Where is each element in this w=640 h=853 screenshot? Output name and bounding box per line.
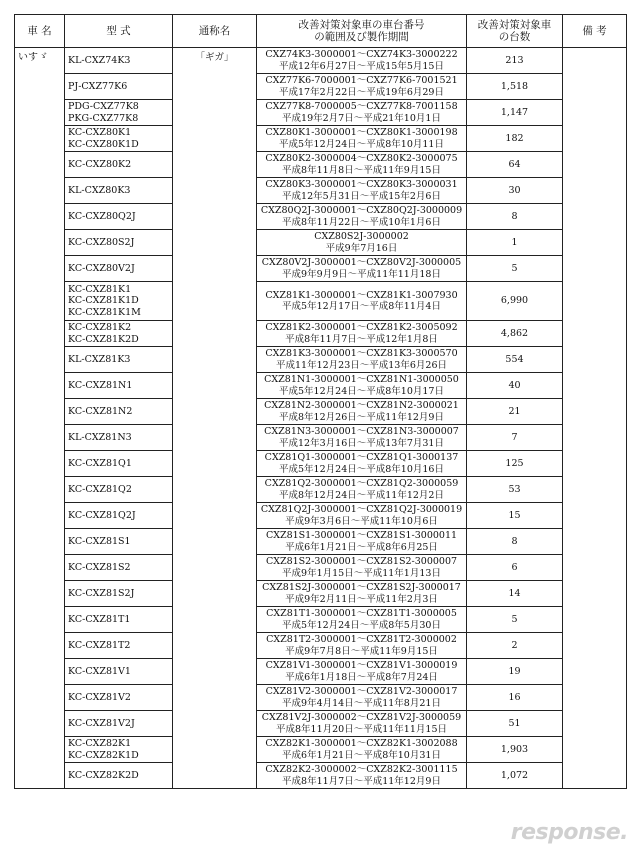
model-cell xyxy=(65,451,173,477)
table-row xyxy=(15,48,627,74)
model-cell xyxy=(65,282,173,321)
model-cell xyxy=(65,711,173,737)
production-period: 平成9年7月16日 xyxy=(325,242,398,254)
production-period: 平成6年1月18日～平成8年7月24日 xyxy=(285,671,438,683)
chassis-number-range: CXZ81T2-3000001～CXZ81T2-3000002 xyxy=(266,634,457,646)
vehicle-count: 5 xyxy=(467,607,563,633)
table-row xyxy=(15,321,627,347)
table-body xyxy=(15,48,627,789)
table-row xyxy=(15,347,627,373)
chassis-number-range: CXZ77K8-7000005～CXZ77K8-7001158 xyxy=(265,101,458,113)
chassis-number-range: CXZ81V1-3000001～CXZ81V1-3000019 xyxy=(265,660,458,672)
chassis-number-range: CXZ81N3-3000001～CXZ81N3-3000007 xyxy=(264,426,459,438)
model-cell xyxy=(65,321,173,347)
range-cell xyxy=(257,763,467,789)
model-cell xyxy=(65,152,173,178)
model-code: KC-CXZ80K1 xyxy=(68,127,132,139)
table-row xyxy=(15,152,627,178)
chassis-number-range: CXZ81S2-3000001～CXZ81S2-3000007 xyxy=(265,556,458,568)
table-row xyxy=(15,659,627,685)
range-cell xyxy=(257,737,467,763)
range-cell xyxy=(257,477,467,503)
range-cell xyxy=(257,659,467,685)
table-row xyxy=(15,451,627,477)
model-cell xyxy=(65,529,173,555)
range-cell xyxy=(257,282,467,321)
header-maker: 車 名 xyxy=(15,15,65,48)
vehicle-count: 16 xyxy=(467,685,563,711)
production-period: 平成9年2月11日～平成11年2月3日 xyxy=(285,593,438,605)
table-row xyxy=(15,581,627,607)
model-code: KC-CXZ81N2 xyxy=(68,405,133,417)
vehicle-count: 1,147 xyxy=(467,100,563,126)
range-cell xyxy=(257,451,467,477)
model-code: KC-CXZ81S2J xyxy=(68,587,135,599)
table-row xyxy=(15,178,627,204)
chassis-number-range: CXZ81K1-3000001～CXZ81K1-3007930 xyxy=(265,289,458,301)
recall-table xyxy=(14,14,627,789)
production-period: 平成8年12月26日～平成11年12月9日 xyxy=(279,411,444,423)
model-cell xyxy=(65,373,173,399)
chassis-number-range: CXZ82K2-3000002～CXZ82K2-3001115 xyxy=(265,764,458,776)
production-period: 平成8年11月8日～平成11年9月15日 xyxy=(282,164,441,176)
model-code: KC-CXZ81S1 xyxy=(68,535,131,547)
chassis-number-range: CXZ81V2J-3000002～CXZ81V2J-3000059 xyxy=(261,712,462,724)
model-code: KC-CXZ81K1D xyxy=(68,295,139,307)
model-cell xyxy=(65,74,173,100)
range-cell xyxy=(257,373,467,399)
table-row xyxy=(15,282,627,321)
vehicle-count: 1 xyxy=(467,230,563,256)
model-code: KC-CXZ81N1 xyxy=(68,379,133,391)
production-period: 平成12年3月16日～平成13年7月31日 xyxy=(279,437,444,449)
table-row xyxy=(15,230,627,256)
table-row xyxy=(15,74,627,100)
chassis-number-range: CXZ81K3-3000001～CXZ81K3-3000570 xyxy=(265,348,458,360)
model-cell xyxy=(65,399,173,425)
range-cell xyxy=(257,152,467,178)
range-cell xyxy=(257,399,467,425)
production-period: 平成8年11月22日～平成10年1月6日 xyxy=(282,216,441,228)
vehicle-count: 1,903 xyxy=(467,737,563,763)
model-code: KC-CXZ81V2J xyxy=(68,717,135,729)
chassis-number-range: CXZ81S2J-3000001～CXZ81S2J-3000017 xyxy=(262,582,461,594)
range-cell xyxy=(257,633,467,659)
model-code: PJ-CXZ77K6 xyxy=(68,80,128,92)
table-row xyxy=(15,204,627,230)
vehicle-count: 8 xyxy=(467,204,563,230)
model-cell xyxy=(65,763,173,789)
vehicle-count: 4,862 xyxy=(467,321,563,347)
vehicle-count: 8 xyxy=(467,529,563,555)
table-row xyxy=(15,529,627,555)
production-period: 平成8年11月7日～平成12年1月8日 xyxy=(285,333,438,345)
model-cell xyxy=(65,685,173,711)
production-period: 平成9年9月9日～平成11年11月18日 xyxy=(282,268,441,280)
chassis-number-range: CXZ81T1-3000001～CXZ81T1-3000005 xyxy=(266,608,457,620)
vehicle-count: 64 xyxy=(467,152,563,178)
model-cell xyxy=(65,607,173,633)
chassis-number-range: CXZ80V2J-3000001～CXZ80V2J-3000005 xyxy=(261,257,462,269)
vehicle-count: 30 xyxy=(467,178,563,204)
vehicle-count: 40 xyxy=(467,373,563,399)
nickname-cell: 「ギガ」 xyxy=(173,48,257,789)
model-code: KC-CXZ81V2 xyxy=(68,691,131,703)
chassis-number-range: CXZ81K2-3000001～CXZ81K2-3005092 xyxy=(265,322,458,334)
chassis-number-range: CXZ80K1-3000001～CXZ80K1-3000198 xyxy=(265,127,458,139)
production-period: 平成8年11月7日～平成11年12月9日 xyxy=(282,775,441,787)
chassis-number-range: CXZ81N2-3000001～CXZ81N2-3000021 xyxy=(264,400,459,412)
model-cell xyxy=(65,204,173,230)
model-code: KC-CXZ81T1 xyxy=(68,613,131,625)
header-range xyxy=(257,15,467,48)
model-code: KC-CXZ81Q2J xyxy=(68,509,136,521)
header-count-line2: の台数 xyxy=(498,31,531,43)
vehicle-count: 15 xyxy=(467,503,563,529)
model-cell xyxy=(65,256,173,282)
model-cell xyxy=(65,347,173,373)
chassis-number-range: CXZ77K6-7000001～CXZ77K6-7001521 xyxy=(265,75,458,87)
model-cell xyxy=(65,425,173,451)
production-period: 平成8年12月24日～平成11年12月2日 xyxy=(279,489,444,501)
range-cell xyxy=(257,204,467,230)
model-cell xyxy=(65,178,173,204)
range-cell xyxy=(257,230,467,256)
chassis-number-range: CXZ81V2-3000001～CXZ81V2-3000017 xyxy=(265,686,458,698)
model-cell xyxy=(65,477,173,503)
range-cell xyxy=(257,581,467,607)
table-row xyxy=(15,711,627,737)
production-period: 平成9年7月8日～平成11年9月15日 xyxy=(285,645,438,657)
table-row xyxy=(15,100,627,126)
production-period: 平成9年3月6日～平成11年10月6日 xyxy=(285,515,438,527)
model-code: KC-CXZ80V2J xyxy=(68,262,135,274)
chassis-number-range: CXZ81Q1-3000001～CXZ81Q1-3000137 xyxy=(264,452,459,464)
model-code: KC-CXZ80K2 xyxy=(68,158,132,170)
table-row xyxy=(15,633,627,659)
range-cell xyxy=(257,685,467,711)
vehicle-count: 1,518 xyxy=(467,74,563,100)
production-period: 平成6年1月21日～平成8年6月25日 xyxy=(285,541,438,553)
model-code: KC-CXZ82K1D xyxy=(68,749,139,761)
vehicle-count: 213 xyxy=(467,48,563,74)
model-cell xyxy=(65,230,173,256)
vehicle-count: 51 xyxy=(467,711,563,737)
production-period: 平成5年12月24日～平成8年5月30日 xyxy=(282,619,441,631)
chassis-number-range: CXZ80K2-3000004～CXZ80K2-3000075 xyxy=(265,153,458,165)
range-cell xyxy=(257,607,467,633)
table-row xyxy=(15,256,627,282)
range-cell xyxy=(257,256,467,282)
vehicle-count: 53 xyxy=(467,477,563,503)
model-code: KC-CXZ82K2D xyxy=(68,769,139,781)
vehicle-count: 182 xyxy=(467,126,563,152)
chassis-number-range: CXZ81Q2-3000001～CXZ81Q2-3000059 xyxy=(264,478,459,490)
chassis-number-range: CXZ81S1-3000001～CXZ81S1-3000011 xyxy=(265,530,458,542)
table-row xyxy=(15,126,627,152)
model-cell xyxy=(65,737,173,763)
vehicle-count: 21 xyxy=(467,399,563,425)
production-period: 平成12年5月31日～平成15年2月6日 xyxy=(282,190,441,202)
chassis-number-range: CXZ82K1-3000001～CXZ82K1-3002088 xyxy=(265,738,458,750)
production-period: 平成5年12月24日～平成8年10月11日 xyxy=(279,138,444,150)
vehicle-count: 14 xyxy=(467,581,563,607)
model-code: KC-CXZ81V1 xyxy=(68,665,131,677)
model-code: KL-CXZ80K3 xyxy=(68,184,131,196)
header-range-line1: 改善対策対象車の車台番号 xyxy=(298,19,425,31)
maker-cell: いすゞ xyxy=(15,48,65,789)
table-row xyxy=(15,685,627,711)
table-row xyxy=(15,503,627,529)
table-row xyxy=(15,607,627,633)
chassis-number-range: CXZ74K3-3000001～CXZ74K3-3000222 xyxy=(265,49,458,61)
table-row xyxy=(15,737,627,763)
vehicle-count: 5 xyxy=(467,256,563,282)
model-code: KC-CXZ81K2D xyxy=(68,333,139,345)
model-code: KC-CXZ81K1M xyxy=(68,306,141,318)
model-code: KC-CXZ80Q2J xyxy=(68,210,136,222)
table-row xyxy=(15,425,627,451)
production-period: 平成5年12月17日～平成8年11月4日 xyxy=(282,301,441,312)
chassis-number-range: CXZ81Q2J-3000001～CXZ81Q2J-3000019 xyxy=(260,504,463,516)
production-period: 平成12年6月27日～平成15年5月15日 xyxy=(279,60,444,72)
chassis-number-range: CXZ80Q2J-3000001～CXZ80Q2J-3000009 xyxy=(260,205,463,217)
model-code: KC-CXZ82K1 xyxy=(68,738,132,750)
vehicle-count: 7 xyxy=(467,425,563,451)
table-row xyxy=(15,373,627,399)
range-cell xyxy=(257,503,467,529)
range-cell xyxy=(257,126,467,152)
table-row xyxy=(15,399,627,425)
header-row xyxy=(15,15,627,48)
model-cell xyxy=(65,581,173,607)
vehicle-count: 125 xyxy=(467,451,563,477)
vehicle-count: 1,072 xyxy=(467,763,563,789)
model-code: KC-CXZ80K1D xyxy=(68,138,139,150)
range-cell xyxy=(257,425,467,451)
header-range-line2: の範囲及び製作期間 xyxy=(314,31,409,43)
model-cell xyxy=(65,503,173,529)
vehicle-count: 6 xyxy=(467,555,563,581)
production-period: 平成19年2月7日～平成21年10月1日 xyxy=(282,112,441,124)
production-period: 平成11年12月23日～平成13年6月26日 xyxy=(276,359,447,371)
model-code: KL-CXZ74K3 xyxy=(68,54,131,66)
model-code: KC-CXZ81Q1 xyxy=(68,457,132,469)
chassis-number-range: CXZ80S2J-3000002 xyxy=(314,231,409,243)
model-code: KC-CXZ81K2 xyxy=(68,322,132,334)
production-period: 平成9年4月14日～平成11年8月21日 xyxy=(282,697,441,709)
table-row xyxy=(15,477,627,503)
chassis-number-range: CXZ81N1-3000001～CXZ81N1-3000050 xyxy=(264,374,459,386)
model-code: KC-CXZ81T2 xyxy=(68,639,131,651)
model-code: KC-CXZ80S2J xyxy=(68,236,135,248)
range-cell xyxy=(257,347,467,373)
model-cell xyxy=(65,659,173,685)
range-cell xyxy=(257,100,467,126)
range-cell xyxy=(257,48,467,74)
model-code: KC-CXZ81Q2 xyxy=(68,483,132,495)
model-cell xyxy=(65,126,173,152)
range-cell xyxy=(257,74,467,100)
table-row xyxy=(15,763,627,789)
vehicle-count: 6,990 xyxy=(467,282,563,321)
production-period: 平成17年2月22日～平成19年6月29日 xyxy=(279,86,444,98)
header-count-line1: 改善対策対象車 xyxy=(477,19,552,31)
vehicle-count: 554 xyxy=(467,347,563,373)
header-count xyxy=(467,15,563,48)
notes-cell xyxy=(563,48,627,789)
production-period: 平成5年12月24日～平成8年10月16日 xyxy=(279,463,444,475)
model-code: KC-CXZ81S2 xyxy=(68,561,131,573)
response-watermark: response. xyxy=(510,820,628,845)
model-code: KC-CXZ81K1 xyxy=(68,283,132,295)
header-model: 型 式 xyxy=(65,15,173,48)
range-cell xyxy=(257,711,467,737)
chassis-number-range: CXZ80K3-3000001～CXZ80K3-3000031 xyxy=(265,179,458,191)
production-period: 平成9年1月15日～平成11年1月13日 xyxy=(282,567,441,579)
range-cell xyxy=(257,529,467,555)
header-nickname: 通称名 xyxy=(173,15,257,48)
model-code: PDG-CXZ77K8 xyxy=(68,101,139,113)
model-cell xyxy=(65,100,173,126)
vehicle-count: 19 xyxy=(467,659,563,685)
range-cell xyxy=(257,178,467,204)
model-code: PKG-CXZ77K8 xyxy=(68,112,139,124)
header-notes: 備 考 xyxy=(563,15,627,48)
production-period: 平成5年12月24日～平成8年10月17日 xyxy=(279,385,444,397)
model-cell xyxy=(65,48,173,74)
model-cell xyxy=(65,555,173,581)
production-period: 平成8年11月20日～平成11年11月15日 xyxy=(276,723,447,735)
vehicle-count: 2 xyxy=(467,633,563,659)
range-cell xyxy=(257,321,467,347)
table-row xyxy=(15,555,627,581)
production-period: 平成6年1月21日～平成8年10月31日 xyxy=(282,749,441,761)
model-cell xyxy=(65,633,173,659)
range-cell xyxy=(257,555,467,581)
model-code: KL-CXZ81K3 xyxy=(68,353,131,365)
model-code: KL-CXZ81N3 xyxy=(68,431,132,443)
